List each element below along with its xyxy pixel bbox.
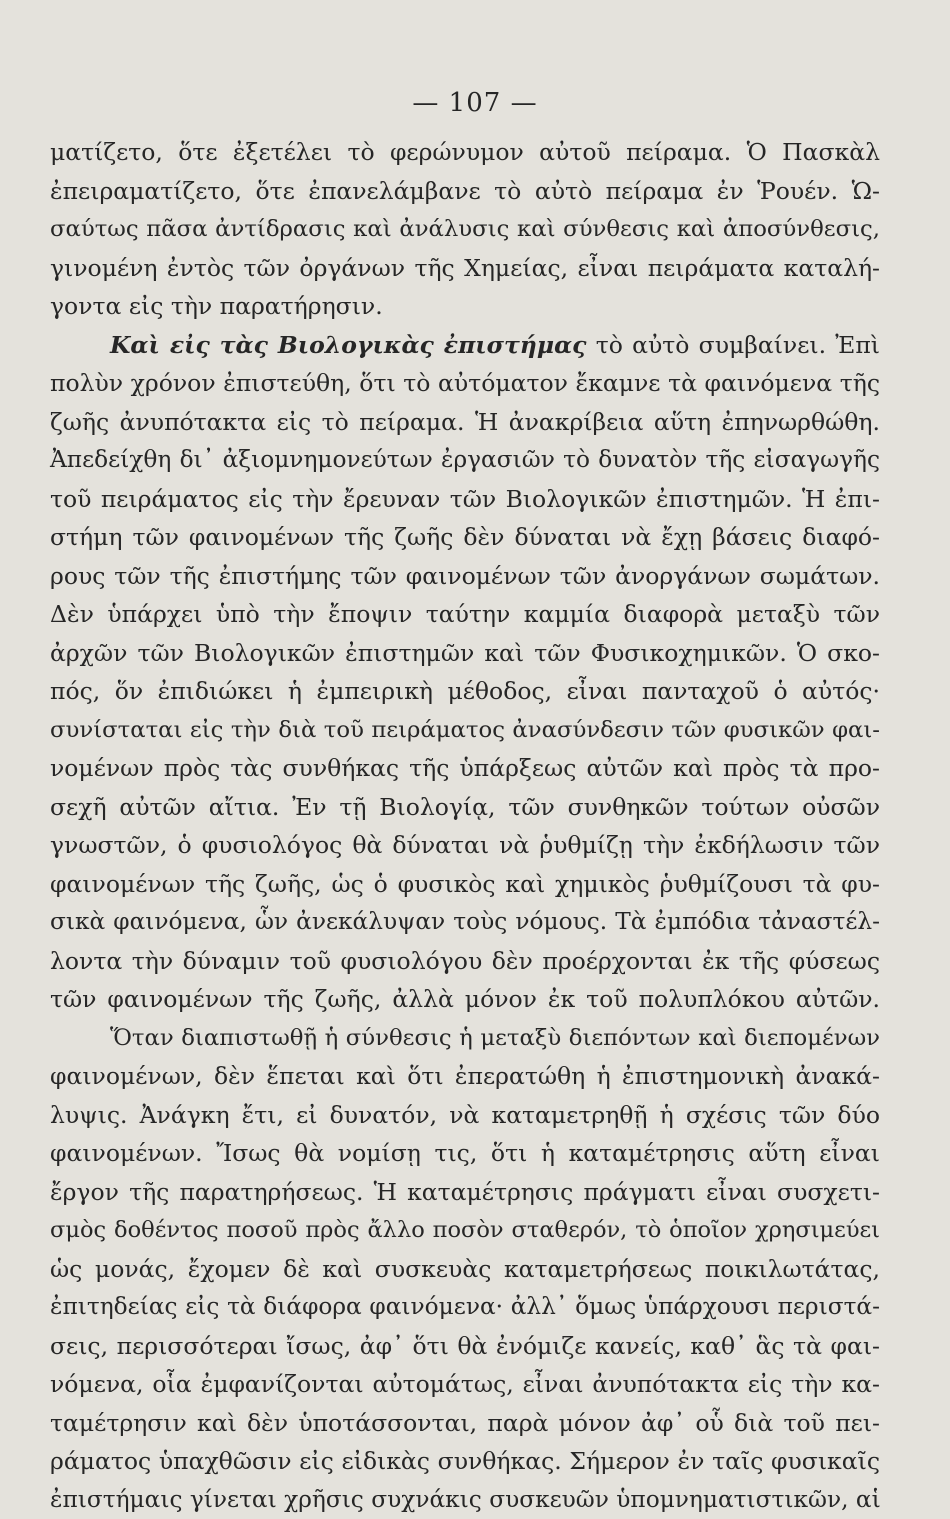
text-line: ἔργον τῆς παρατηρήσεως. Ἡ καταμέτρησις πράγματι εἶναι συσχετι- bbox=[50, 1173, 880, 1212]
text-line: πός, ὅν ἐπιδιώκει ἡ ἐμπειρικὴ μέθοδος, εἶναι πανταχοῦ ὁ αὐτός· bbox=[50, 672, 880, 711]
text-line: σαύτως πᾶσα ἀντίδρασις καὶ ἀνάλυσις καὶ σύνθεσις καὶ ἀποσύνθεσις, bbox=[50, 210, 880, 249]
text-line: πολὺν χρόνον ἐπιστεύθη, ὅτι τὸ αὐτόματον ἔκαμνε τὰ φαινόμενα τῆς bbox=[50, 364, 880, 403]
body-text bbox=[50, 133, 880, 1519]
text-line: νομένων πρὸς τὰς συνθήκας τῆς ὑπάρξεως αὐτῶν καὶ πρὸς τὰ προ- bbox=[50, 749, 880, 788]
text-line: ἀρχῶν τῶν Βιολογικῶν ἐπιστημῶν καὶ τῶν Φυσικοχημικῶν. Ὁ σκο- bbox=[50, 634, 880, 673]
text-line: ὡς μονάς, ἔχομεν δὲ καὶ συσκευὰς καταμετρήσεως ποικιλωτάτας, bbox=[50, 1250, 880, 1289]
emphasis-heading: Καὶ εἰς τὰς Βιολογικὰς ἐπιστήμας bbox=[110, 331, 586, 359]
text-line: ρους τῶν τῆς ἐπιστήμης τῶν φαινομένων τῶν ἀνοργάνων σωμάτων. bbox=[50, 557, 880, 596]
text-line: συνίσταται εἰς τὴν διὰ τοῦ πειράματος ἀνασύνδεσιν τῶν φυσικῶν φαι- bbox=[50, 711, 880, 750]
text-line: λυψις. Ἀνάγκη ἔτι, εἰ δυνατόν, νὰ καταμετρηθῇ ἡ σχέσις τῶν δύο bbox=[50, 1096, 880, 1135]
text-line: γοντα εἰς τὴν παρατήρησιν. bbox=[50, 287, 880, 326]
text-line: σικὰ φαινόμενα, ὧν ἀνεκάλυψαν τοὺς νόμους. Τὰ ἐμπόδια τἀναστέλ- bbox=[50, 903, 880, 942]
emphasis-rest: τὸ αὐτὸ συμβαίνει. Ἐπὶ bbox=[586, 331, 880, 359]
text-line: στήμη τῶν φαινομένων τῆς ζωῆς δὲν δύναται νὰ ἔχῃ βάσεις διαφό- bbox=[50, 518, 880, 557]
text-line: τῶν φαινομένων τῆς ζωῆς, ἀλλὰ μόνον ἐκ τοῦ πολυπλόκου αὐτῶν. bbox=[50, 980, 880, 1019]
text-line: ἐπιτηδείας εἰς τὰ διάφορα φαινόμενα· ἀλλ᾽ ὅμως ὑπάρχουσι περιστά- bbox=[50, 1288, 880, 1327]
text-line: γνωστῶν, ὁ φυσιολόγος θὰ δύναται νὰ ῥυθμίζῃ τὴν ἐκδήλωσιν τῶν bbox=[50, 826, 880, 865]
text-line: τοῦ πειράματος εἰς τὴν ἔρευναν τῶν Βιολογικῶν ἐπιστημῶν. Ἡ ἐπι- bbox=[50, 480, 880, 519]
text-line: φαινομένων, δὲν ἕπεται καὶ ὅτι ἐπερατώθη ἡ ἐπιστημονικὴ ἀνακά- bbox=[50, 1057, 880, 1096]
text-line: φαινομένων. Ἴσως θὰ νομίσῃ τις, ὅτι ἡ καταμέτρησις αὕτη εἶναι bbox=[50, 1134, 880, 1173]
text-line: σμὸς δοθέντος ποσοῦ πρὸς ἄλλο ποσὸν σταθερόν, τὸ ὁποῖον χρησιμεύει bbox=[50, 1211, 880, 1250]
text-line: σεις, περισσότεραι ἴσως, ἀφ᾽ ὅτι θὰ ἐνόμιζε κανείς, καθ᾽ ἃς τὰ φαι- bbox=[50, 1327, 880, 1366]
text-line: ζωῆς ἀνυπότακτα εἰς τὸ πείραμα. Ἡ ἀνακρίβεια αὕτη ἐπηνωρθώθη. bbox=[50, 403, 880, 442]
text-line: γινομένη ἐντὸς τῶν ὀργάνων τῆς Χημείας, εἶναι πειράματα καταλή- bbox=[50, 249, 880, 288]
text-line: Ὅταν διαπιστωθῇ ἡ σύνθεσις ἡ μεταξὺ διεπόντων καὶ διεπομένων bbox=[50, 1019, 880, 1058]
text-line: ράματος ὑπαχθῶσιν εἰς εἰδικὰς συνθήκας. Σήμερον ἐν ταῖς φυσικαῖς bbox=[50, 1442, 880, 1481]
text-line: σεχῆ αὐτῶν αἴτια. Ἐν τῇ Βιολογίᾳ, τῶν συνθηκῶν τούτων οὐσῶν bbox=[50, 788, 880, 827]
text-line: νόμενα, οἷα ἐμφανίζονται αὐτομάτως, εἶναι ἀνυπότακτα εἰς τὴν κα- bbox=[50, 1365, 880, 1404]
text-line: λοντα τὴν δύναμιν τοῦ φυσιολόγου δὲν προέρχονται ἐκ τῆς φύσεως bbox=[50, 942, 880, 981]
text-line: φαινομένων τῆς ζωῆς, ὡς ὁ φυσικὸς καὶ χημικὸς ῥυθμίζουσι τὰ φυ- bbox=[50, 865, 880, 904]
text-line: ταμέτρησιν καὶ δὲν ὑποτάσσονται, παρὰ μόνον ἀφ᾽ οὗ διὰ τοῦ πει- bbox=[50, 1404, 880, 1443]
text-line: Δὲν ὑπάρχει ὑπὸ τὴν ἔποψιν ταύτην καμμία διαφορὰ μεταξὺ τῶν bbox=[50, 595, 880, 634]
text-line: ματίζετο, ὅτε ἐξετέλει τὸ φερώνυμον αὐτοῦ πείραμα. Ὁ Πασκὰλ bbox=[50, 133, 880, 172]
text-line: ἐπειραματίζετο, ὅτε ἐπανελάμβανε τὸ αὐτὸ πείραμα ἐν Ῥουέν. Ὡ- bbox=[50, 172, 880, 211]
page-number: — 107 — bbox=[0, 88, 950, 118]
text-line: ἐπιστήμαις γίνεται χρῆσις συχνάκις συσκευῶν ὑπομνηματιστικῶν, αἱ bbox=[50, 1481, 880, 1519]
text-line-emphasis bbox=[50, 326, 880, 365]
text-line: Ἀπεδείχθη δι᾽ ἀξιομνημονεύτων ἐργασιῶν τὸ δυνατὸν τῆς εἰσαγωγῆς bbox=[50, 441, 880, 480]
